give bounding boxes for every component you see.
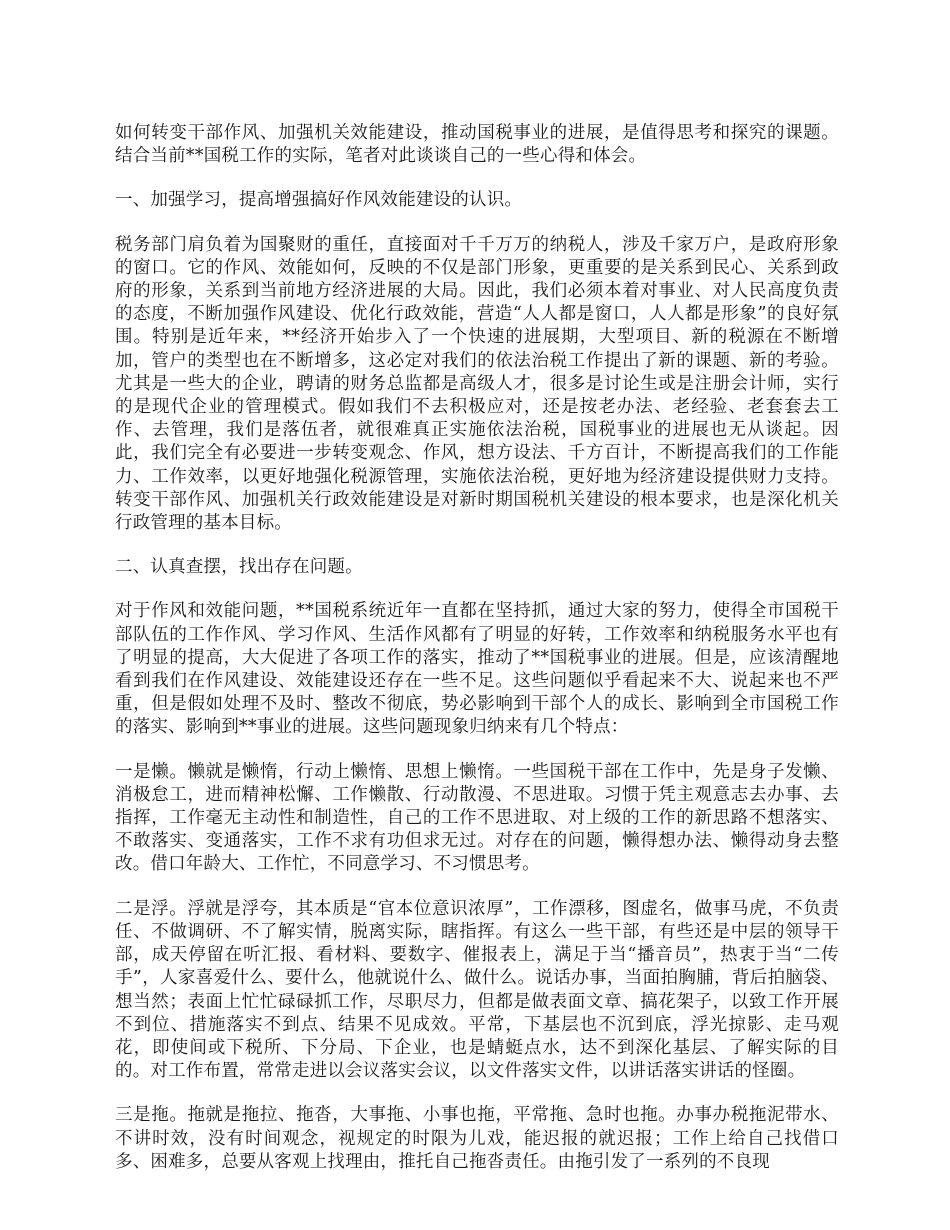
intro-paragraph: 如何转变干部作风、加强机关效能建设，推动国税事业的进展，是值得思考和探究的课题。结合当前**国税工作的实际，笔者对此谈谈自己的一些心得和体会。 xyxy=(115,123,839,167)
body-paragraph: 对于作风和效能问题，**国税系统近年一直都在坚持抓，通过大家的努力，使得全市国税干部队伍的工作作风、学习作风、生活作风都有了明显的好转，工作效率和纳税服务水平也有了明显的提高，大大促进了各项工作的落实，推动了**国税事业的进展。但是，应该清醒地看到我们在作风建设、效能建设还存在一些不足。这些问题似乎看起来不大、说起来也不严重，但是假如处理不及时、整改不彻底，势必影响到干部个人的成长、影响到全市国税工作的落实、影响到**事业的进展。这些问题现象归纳来有几个特点： xyxy=(115,601,839,738)
section-heading-2: 二、认真查摆，找出存在问题。 xyxy=(115,557,363,578)
section-heading-1: 一、加强学习，提高增强搞好作风效能建设的认识。 xyxy=(115,190,523,211)
document-page xyxy=(115,122,839,1195)
body-paragraph: 二是浮。浮就是浮夸，其本质是“官本位意识浓厚”，工作漂移，图虚名，做事马虎，不负责任、不做调研、不了解实情，脱离实际，瞎指挥。有这么一些干部，有些还是中层的领导干部，成天停留在听汇报、看材料、要数字、催报表上，满足于当“播音员”，热衷于当“二传手”，人家喜爱什么、要什么，他就说什么、做什么。说话办事，当面拍胸脯，背后拍脑袋、想当然；表面上忙忙碌碌抓工作，尽职尽力，但都是做表面文章、搞花架子，以致工作开展不到位、措施落实不到点、结果不见成效。平常，下基层也不沉到底，浮光掠影、走马观花，即使间或下税所、下分局、下企业，也是蜻蜓点水，达不到深化基层、了解实际的目的。对工作布置，常常走进以会议落实会议，以文件落实文件，以讲话落实讲话的怪圈。 xyxy=(115,898,839,1082)
body-paragraph: 三是拖。拖就是拖拉、拖沓，大事拖、小事也拖，平常拖、急时也拖。办事办税拖泥带水、不讲时效，没有时间观念，视规定的时限为儿戏，能迟报的就迟报；工作上给自己找借口多、困难多，总要从客观上找理由，推托自己拖沓责任。由拖引发了一系列的不良现 xyxy=(115,1105,839,1172)
body-paragraph: 税务部门肩负着为国聚财的重任，直接面对千千万万的纳税人，涉及千家万户，是政府形象的窗口。它的作风、效能如何，反映的不仅是部门形象，更重要的是关系到民心、关系到政府的形象，关系到当前地方经济进展的大局。因此，我们必须本着对事业、对人民高度负责的态度，不断加强作风建设、优化行政效能，营造“人人都是窗口，人人都是形象”的良好氛围。特别是近年来，**经济开始步入了一个快速的进展期，大型项目、新的税源在不断增加，管户的类型也在不断增多，这必定对我们的依法治税工作提出了新的课题、新的考验。尤其是一些大的企业，聘请的财务总监都是高级人才，很多是讨论生或是注册会计师，实行的是现代企业的管理模式。假如我们不去积极应对，还是按老办法、老经验、老套套去工作、去管理，我们是落伍者，就很难真正实施依法治税，国税事业的进展也无从谈起。因此，我们完全有必要进一步转变观念、作风，想方设法、千方百计，不断提高我们的工作能力、工作效率，以更好地强化税源管理，实施依法治税，更好地为经济建设提供财力支持。转变干部作风、加强机关行政效能建设是对新时期国税机关建设的根本要求，也是深化机关行政管理的基本目标。 xyxy=(115,234,839,534)
body-paragraph: 一是懒。懒就是懒惰，行动上懒惰、思想上懒惰。一些国税干部在工作中，先是身子发懒、消极怠工，进而精神松懈、工作懒散、行动散漫、不思进取。习惯于凭主观意志去办事、去指挥，工作毫无主动性和制造性，自己的工作不思进取、对上级的工作的新思路不想落实、不敢落实、变通落实，工作不求有功但求无过。对存在的问题，懒得想办法、懒得动身去整改。借口年龄大、工作忙，不同意学习、不习惯思考。 xyxy=(115,761,839,875)
